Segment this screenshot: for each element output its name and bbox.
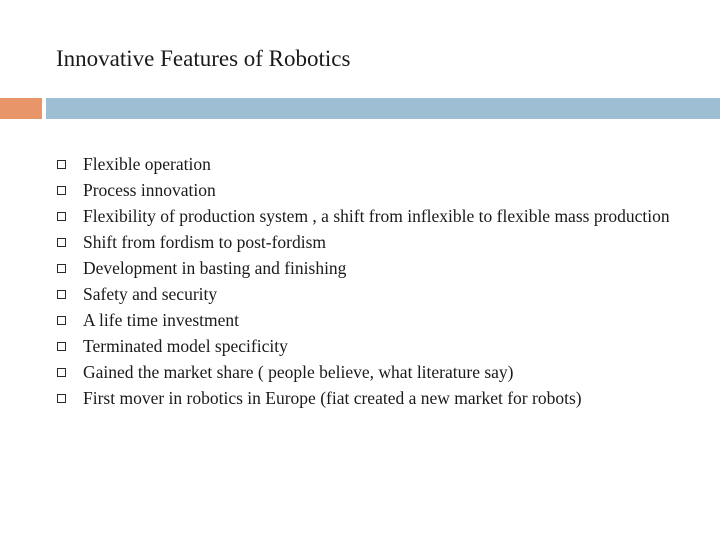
bullet-item <box>56 231 686 254</box>
bullet-text: Development in basting and finishing <box>83 258 347 278</box>
bullet-item <box>56 179 686 202</box>
bullet-list <box>56 153 686 413</box>
hollow-square-icon <box>57 342 66 351</box>
bullet-item <box>56 309 686 332</box>
bullet-item <box>56 257 686 280</box>
hollow-square-icon <box>57 316 66 325</box>
bullet-item <box>56 361 686 384</box>
bullet-text: Process innovation <box>83 180 216 200</box>
bullet-text: Safety and security <box>83 284 218 304</box>
accent-bar-orange-segment <box>0 98 42 119</box>
bullet-item <box>56 387 686 410</box>
bullet-text: Flexibility of production system , a shift from inflexible to flexible mass production <box>83 206 670 226</box>
hollow-square-icon <box>57 394 66 403</box>
hollow-square-icon <box>57 212 66 221</box>
bullet-text: Terminated model specificity <box>83 336 288 356</box>
bullet-text: Flexible operation <box>83 154 211 174</box>
accent-bar-blue-segment <box>46 98 720 119</box>
bullet-text: First mover in robotics in Europe (fiat created a new market for robots) <box>83 388 582 408</box>
hollow-square-icon <box>57 238 66 247</box>
bullet-text: A life time investment <box>83 310 240 330</box>
slide-title: Innovative Features of Robotics <box>56 46 351 71</box>
hollow-square-icon <box>57 290 66 299</box>
hollow-square-icon <box>57 186 66 195</box>
bullet-item <box>56 153 686 176</box>
title-accent-bar <box>0 98 720 119</box>
bullet-item <box>56 335 686 358</box>
hollow-square-icon <box>57 160 66 169</box>
bullet-text: Gained the market share ( people believe, what literature say) <box>83 362 514 382</box>
bullet-item <box>56 205 686 228</box>
bullet-text: Shift from fordism to post-fordism <box>83 232 327 252</box>
bullet-item <box>56 283 686 306</box>
hollow-square-icon <box>57 368 66 377</box>
hollow-square-icon <box>57 264 66 273</box>
